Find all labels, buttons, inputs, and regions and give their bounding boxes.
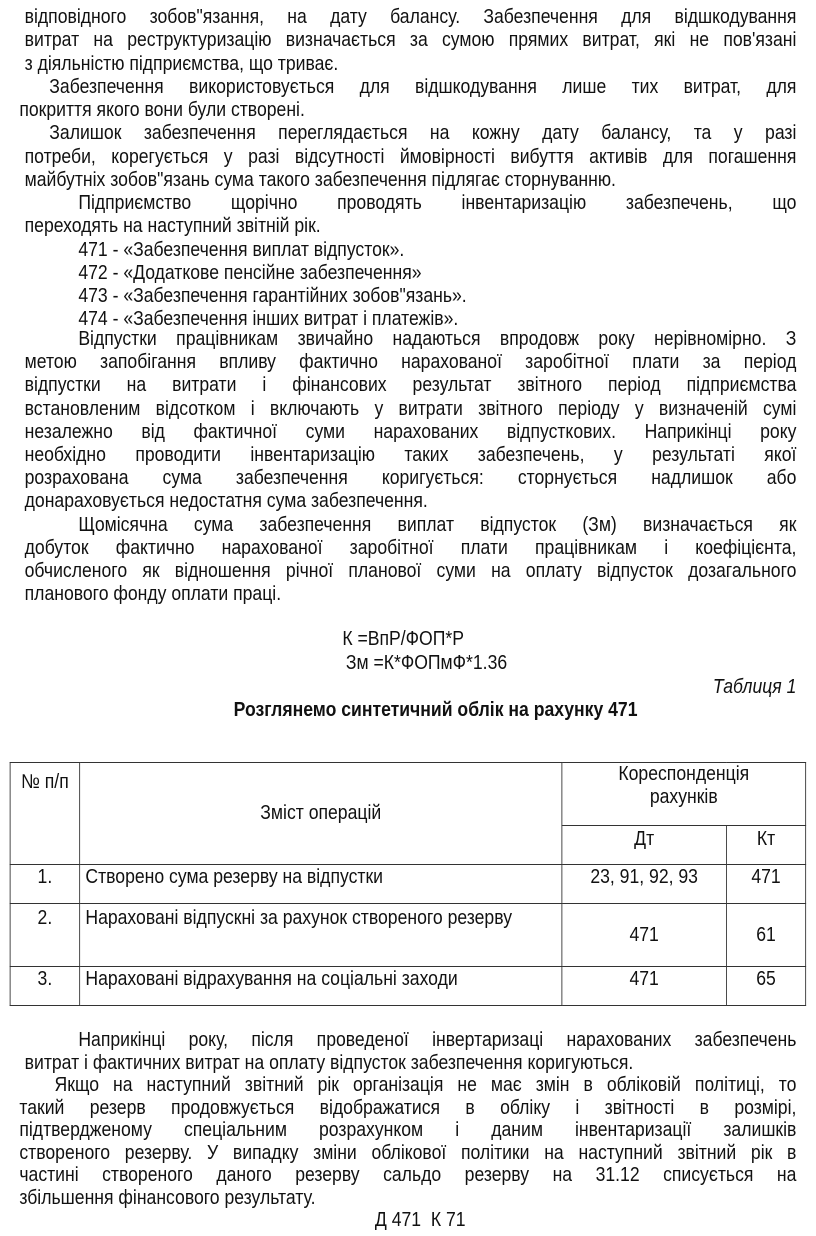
header-content: Зміст операцій [80,763,562,865]
accounting-table [0,762,816,1006]
accounting-entry: Д 471 К 71 [374,1209,466,1231]
paragraph-line: майбутніх зобов"язань сума такого забезпечення підлягає сторнуванню. [24,168,616,191]
account-item: 473 - «Забезпечення гарантійних зобов"язань». [78,285,467,307]
header-correspondence: Кореспонденція рахунків [562,763,806,826]
paragraph-line: встановленим відсотком і включають у витрати звітного періоду у визначеній сумі [24,397,797,420]
paragraph-line: переходять на наступний звітній рік. [24,215,321,238]
text-block-middle [0,328,816,606]
row-num: 1. [10,865,80,904]
paragraph-line: Залишок забезпечення переглядається на кожну дату балансу, та у разі [49,122,797,145]
header-num: № п/п [10,763,80,865]
table-row [10,904,806,967]
paragraph-line: відповідного зобов"язання, на дату балансу. Забезпечення для відшкодування [24,6,797,28]
paragraph-line: необхідно проводити інвентаризацію таких забезпечень, у результаті якої [24,443,797,466]
paragraph-line: з діяльністю підприємства, що триває. [24,52,339,75]
header-dt: Дт [562,826,727,865]
row-dt: 471 [562,904,727,967]
paragraph-line: Забезпечення використовується для відшкодування лише тих витрат, для [49,75,797,98]
text-block-top [0,6,816,332]
row-dt: 471 [562,967,727,1006]
paragraph-line: планового фонду оплати праці. [24,583,282,606]
paragraph-line: Відпустки працівникам звичайно надаються впродовж року нерівномірно. З [78,328,797,350]
paragraph-line: Наприкінці року, після проведеної інвертаризаці нарахованих забезпечень [78,1029,797,1051]
paragraph-line: частині створеного даного резерву сальдо резерву на 31.12 списується на [19,1164,797,1186]
row-content: Створено сума резерву на відпустки [80,865,562,904]
paragraph-line: незалежно від фактичної суми нарахованих відпусткових. Наприкінці року [24,420,797,443]
paragraph-line: потреби, корегується у разі відсутності ймовірності вибуття активів для погашення [24,145,797,168]
row-num: 3. [10,967,80,1006]
formula-k: К =ВпР/ФОП*Р [342,628,464,650]
paragraph-line: підтвердженому спеціальним розрахунком і даним інвентаризації залишків [19,1119,797,1141]
paragraph-line: такий резерв продовжується відображатися в обліку і звітності в розмірі, [19,1096,797,1119]
table-caption: Таблиця 1 [712,676,797,698]
account-item: 472 - «Додаткове пенсійне забезпечення» [78,261,422,284]
table-title: Розглянемо синтетичний облік на рахунку 471 [233,699,638,721]
paragraph-line: Якщо на наступний звітний рік організація не має змін в обліковій політиці, то [54,1074,797,1096]
formula-zm: Зм =К*ФОПмФ*1.36 [345,652,508,674]
text-block-bottom [0,1029,816,1232]
row-kt: 471 [726,865,805,904]
table-row [10,865,806,904]
paragraph-line: створеного резерву. У випадку зміни облікової політики на наступний звітний рік в [19,1141,797,1164]
paragraph-line: розрахована сума забезпечення коригується: сторнується надлишок або [24,467,797,490]
paragraph-line: витрат на реструктуризацію визначається за сумою прямих витрат, які не пов'язані [24,29,797,52]
row-num: 2. [10,904,80,967]
paragraph-line: Щомісячна сума забезпечення виплат відпусток (Зм) визначається як [78,513,797,536]
paragraph-line: покриття якого вони були створені. [19,99,305,121]
paragraph-line: метою запобігання впливу фактично нарахованої заробітної плати за період [24,351,797,374]
paragraph-line: збільшення фінансового результату. [19,1186,316,1209]
row-kt: 65 [726,967,805,1006]
table-row [10,967,806,1006]
row-content: Нараховані відпускні за рахунок створеного резерву [80,904,562,967]
paragraph-line: відпустки на витрати і фінансових результат звітного період підприємства [24,374,797,397]
account-item: 471 - «Забезпечення виплат відпусток». [78,238,405,261]
paragraph-line: витрат і фактичних витрат на оплату відпусток забезпечення коригуються. [24,1051,634,1074]
row-dt: 23, 91, 92, 93 [562,865,727,904]
row-content: Нараховані відрахування на соціальні заходи [80,967,562,1006]
account-item: 474 - «Забезпечення інших витрат і платежів». [78,308,459,331]
paragraph-line: Підприємство щорічно проводять інвентаризацію забезпечень, що [78,192,797,214]
row-kt: 61 [726,904,805,967]
header-kt: Кт [726,826,805,865]
paragraph-line: добуток фактично нарахованої заробітної плати працівникам і коефіцієнта, [24,536,797,559]
paragraph-line: донараховується недостатня сума забезпечення. [24,490,428,513]
paragraph-line: обчисленого як відношення річної планової суми на оплату відпусток дозагального [24,559,797,582]
